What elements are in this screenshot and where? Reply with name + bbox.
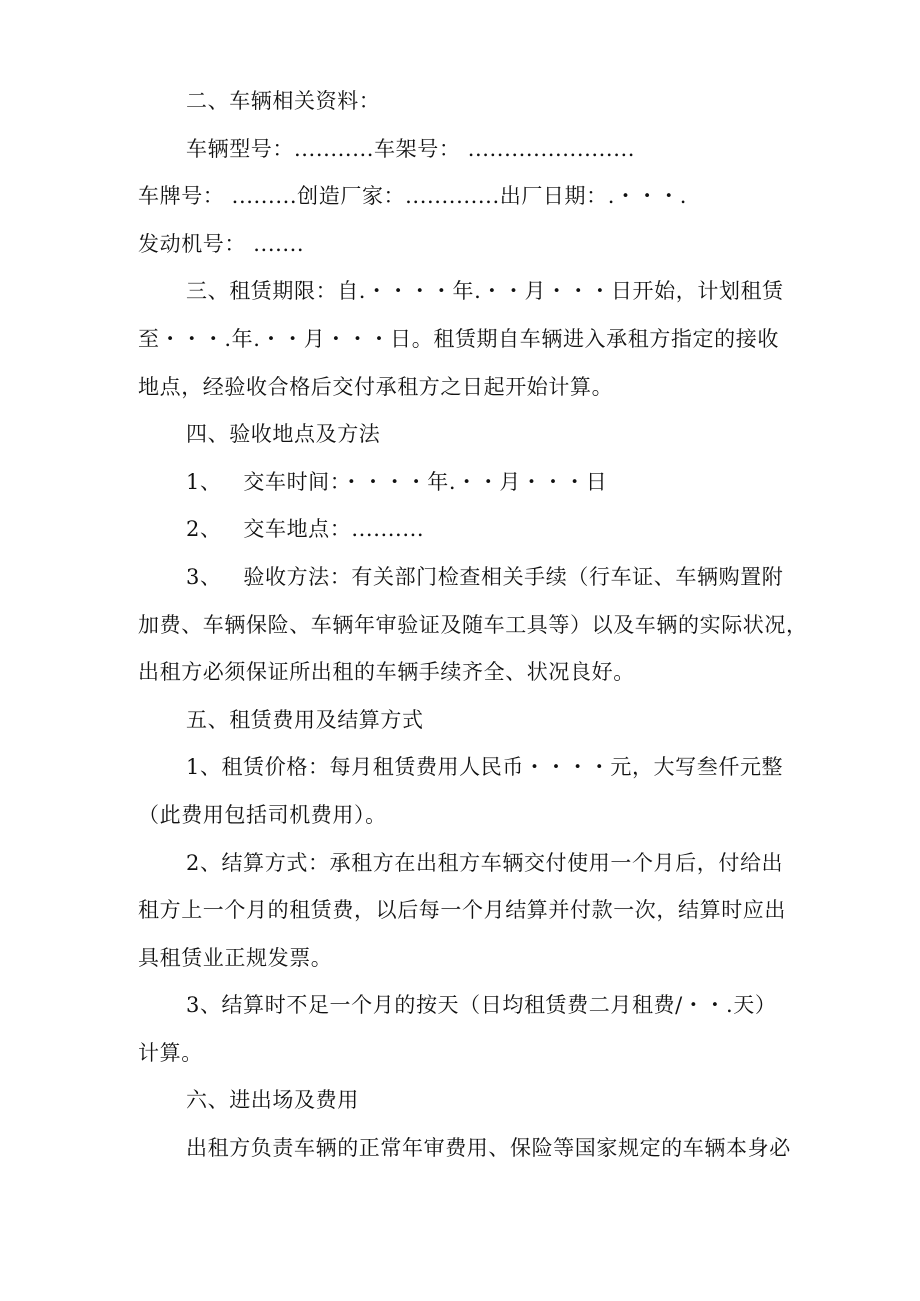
fee-daily-line-1: 3、结算时不足一个月的按天（日均租赁费二月租费/・・.天） <box>186 993 777 1018</box>
fee-settlement-line-2: 租方上一个月的租赁费，以后每一个月结算并付款一次，结算时应出 <box>138 898 786 923</box>
lease-term-line-2: 至・・・.年.・・月・・・日。租赁期自车辆进入承租方指定的接收 <box>138 326 779 351</box>
section-heading-acceptance: 四、验收地点及方法 <box>186 422 381 447</box>
engine-number-line: 发动机号： ....... <box>138 231 305 256</box>
section-heading-entry-exit: 六、进出场及费用 <box>186 1088 359 1113</box>
acceptance-item-method-line-1: 3、 验收方法：有关部门检查相关手续（行车证、车辆购置附 <box>186 564 784 589</box>
acceptance-item-delivery-time: 1、 交车时间：・・・・年.・・月・・・日 <box>186 469 608 494</box>
vehicle-model-line: 车辆型号：...........车架号： ....................... <box>186 136 636 161</box>
fee-settlement-line-1: 2、结算方式：承租方在出租方车辆交付使用一个月后，付给出 <box>186 850 784 875</box>
plate-manufacturer-line: 车牌号： .........创造厂家：.............出厂日期：.・・・. <box>138 184 688 209</box>
fee-price-line-2: （此费用包括司机费用）。 <box>138 802 387 827</box>
section-heading-vehicle-info: 二、车辆相关资料： <box>186 89 381 113</box>
section-heading-fees: 五、租赁费用及结算方式 <box>186 707 424 732</box>
acceptance-item-method-line-2: 加费、车辆保险、车辆年审验证及随车工具等）以及车辆的实际状况， <box>138 612 808 637</box>
entry-exit-line-1: 出租方负责车辆的正常年审费用、保险等国家规定的车辆本身必 <box>186 1136 791 1161</box>
fee-price-line-1: 1、租赁价格：每月租赁费用人民币・・・・元，大写叁仟元整 <box>186 755 784 780</box>
lease-term-line-3: 地点，经验收合格后交付承租方之日起开始计算。 <box>138 374 614 399</box>
fee-daily-line-2: 计算。 <box>138 1040 203 1065</box>
fee-settlement-line-3: 具租赁业正规发票。 <box>138 945 333 970</box>
document-body <box>138 78 808 1173</box>
lease-term-line-1: 三、租赁期限：自.・・・・年.・・月・・・日开始，计划租赁 <box>186 279 784 304</box>
acceptance-item-method-line-3: 出租方必须保证所出租的车辆手续齐全、状况良好。 <box>138 660 635 685</box>
acceptance-item-delivery-place: 2、 交车地点：.......... <box>186 517 425 542</box>
